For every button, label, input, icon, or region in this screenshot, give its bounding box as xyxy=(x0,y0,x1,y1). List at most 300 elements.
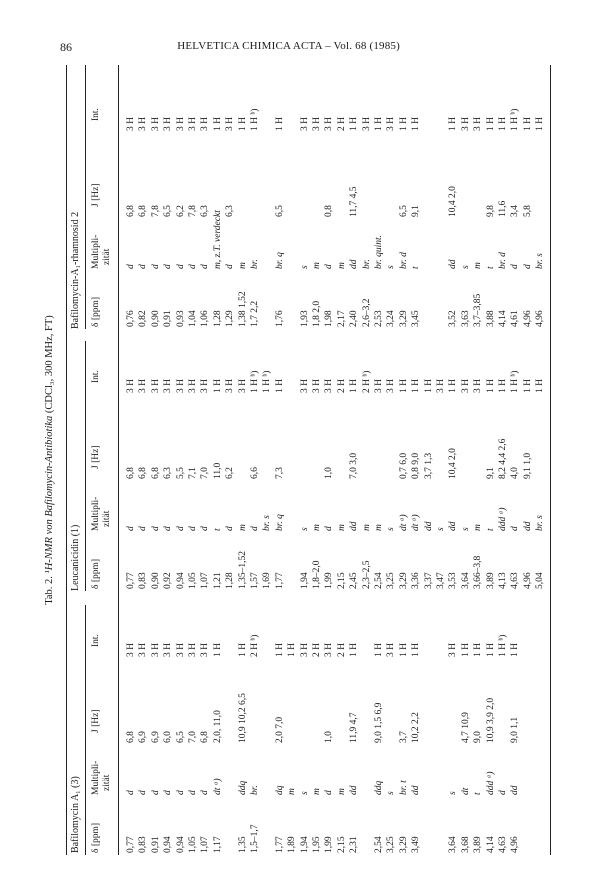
delta-cell: 2,3–2,5 xyxy=(361,560,372,589)
int-cell: 3 H xyxy=(225,379,236,393)
int-cell: 2 H xyxy=(336,379,347,393)
delta-cell: 3,49 xyxy=(411,836,422,853)
col-header-int: Int. xyxy=(91,634,101,647)
int-cell: 3 H xyxy=(237,379,248,393)
multiplicity-cell: m xyxy=(374,524,384,531)
multiplicity-cell: br. s xyxy=(535,515,546,531)
int-cell: 1 H xyxy=(398,117,409,131)
j-cell: 10,2 2,2 xyxy=(411,712,422,743)
delta-cell: 4,61 xyxy=(510,310,521,327)
delta-cell: 3,53 xyxy=(448,572,459,589)
int-cell: 3 H xyxy=(175,379,186,393)
delta-cell: 4,63 xyxy=(498,836,508,853)
table-row xyxy=(461,65,472,855)
j-cell: 1,0 xyxy=(324,731,335,743)
delta-cell: 3,63 xyxy=(460,310,471,327)
j-cell: 11,0 xyxy=(212,462,223,479)
int-cell: 1 H xyxy=(448,379,459,393)
page-number: 86 xyxy=(60,40,72,54)
j-cell: 0,8 xyxy=(324,205,335,217)
multiplicity-cell: d xyxy=(175,264,186,269)
int-cell: 1 H xyxy=(510,643,521,657)
col-header-multiplicity: Multipli- xyxy=(91,760,101,795)
j-cell: 2,0, 11,0 xyxy=(212,710,223,743)
int-cell: 1 H xyxy=(498,117,508,131)
j-cell: 9,1 xyxy=(411,205,422,217)
j-cell: 6,3 xyxy=(163,467,174,479)
j-cell: 6,8 xyxy=(138,205,149,217)
int-cell: 1 H xyxy=(274,117,285,131)
j-cell: 6,2 xyxy=(175,205,186,217)
multiplicity-cell: d xyxy=(510,526,521,531)
delta-cell: 2,53 xyxy=(374,310,384,327)
int-cell: 3 H xyxy=(150,379,161,393)
int-cell: 1 H xyxy=(349,643,360,657)
multiplicity-cell: m xyxy=(287,788,298,795)
table-row xyxy=(200,65,211,855)
j-cell: 11,9 4,7 xyxy=(349,712,360,743)
j-cell: 6,8 xyxy=(126,205,136,217)
j-cell: 9,0 xyxy=(473,731,484,743)
col-header-delta: δ [ppm] xyxy=(91,558,101,589)
multiplicity-cell: m xyxy=(336,788,347,795)
delta-cell: 1,28 xyxy=(225,572,236,589)
multiplicity-cell: dd xyxy=(423,521,434,531)
j-cell: 10,9 10,2 6,5 xyxy=(237,693,248,743)
int-cell: 1 H xyxy=(212,379,223,393)
delta-cell: 1,28 xyxy=(212,310,223,327)
group-rule-b xyxy=(85,341,86,591)
int-cell: 3 H xyxy=(188,117,198,131)
j-cell: 10,4 2,0 xyxy=(448,186,459,217)
multiplicity-cell: s xyxy=(386,791,397,795)
int-cell: 3 H xyxy=(386,117,397,131)
j-cell: 6,2 xyxy=(225,467,236,479)
delta-cell: 3,66–3,8 xyxy=(473,555,484,589)
int-cell: 3 H xyxy=(150,643,161,657)
j-cell: 6,5 xyxy=(163,205,174,217)
delta-cell: 1,77 xyxy=(274,836,285,853)
j-cell: 6,9 xyxy=(138,731,149,743)
int-cell: 1 H xyxy=(398,643,409,657)
j-cell: 2,0 7,0 xyxy=(274,716,285,743)
nmr-table xyxy=(40,65,560,855)
int-cell: 3 H xyxy=(200,643,211,657)
multiplicity-cell: t xyxy=(212,528,223,531)
delta-cell: 1,94 xyxy=(299,572,310,589)
delta-cell: 5,04 xyxy=(535,572,546,589)
int-cell: 3 H xyxy=(150,117,161,131)
delta-cell: 0,94 xyxy=(175,836,186,853)
multiplicity-cell: ddq xyxy=(374,780,384,795)
delta-cell: 1,05 xyxy=(188,572,198,589)
multiplicity-cell: dt ᵃ) xyxy=(398,514,409,531)
j-cell: 4,0 xyxy=(510,467,521,479)
multiplicity-cell: d xyxy=(324,264,335,269)
j-cell: 0,7 6,0 xyxy=(398,452,409,479)
multiplicity-cell: d xyxy=(150,790,161,795)
multiplicity-cell: d xyxy=(188,790,198,795)
col-header-multiplicity: Multipli- xyxy=(91,234,101,269)
delta-cell: 4,96 xyxy=(535,310,546,327)
int-cell: 1 H xyxy=(237,117,248,131)
int-cell: 2 H xyxy=(312,643,322,657)
j-cell: 9,0 1,5 6,9 xyxy=(374,702,384,743)
group-rule-c xyxy=(85,65,86,329)
int-cell: 1 H xyxy=(522,379,533,393)
multiplicity-cell: m xyxy=(473,262,484,269)
multiplicity-cell: br. q xyxy=(274,514,285,531)
delta-cell: 0,94 xyxy=(175,572,186,589)
delta-cell: 1,8 2,0 xyxy=(312,300,322,327)
delta-cell: 0,83 xyxy=(138,572,149,589)
multiplicity-cell: br. q xyxy=(274,252,285,269)
col-header-j: J [Hz] xyxy=(91,183,101,207)
j-cell: 6,5 xyxy=(274,205,285,217)
delta-cell: 3,47 xyxy=(436,572,446,589)
int-cell: 1 H xyxy=(274,379,285,393)
int-cell: 1 H xyxy=(374,117,384,131)
table-row xyxy=(337,65,348,855)
delta-cell: 4,14 xyxy=(485,836,496,853)
multiplicity-cell: ddd ᵃ) xyxy=(498,507,508,531)
multiplicity-cell: d xyxy=(200,790,211,795)
multiplicity-cell: d xyxy=(225,526,236,531)
multiplicity-cell: br. t xyxy=(398,780,409,795)
delta-cell: 2,54 xyxy=(374,836,384,853)
delta-cell: 3,64 xyxy=(448,836,459,853)
delta-cell: 2,31 xyxy=(349,836,360,853)
multiplicity-cell: dd xyxy=(522,521,533,531)
int-cell: 1 H xyxy=(349,117,360,131)
multiplicity-cell: d xyxy=(188,526,198,531)
col-header-j: J [Hz] xyxy=(91,709,101,733)
int-cell: 3 H xyxy=(188,379,198,393)
group-rule-a xyxy=(85,605,86,855)
int-cell: 3 H xyxy=(200,117,211,131)
table-row xyxy=(151,65,162,855)
multiplicity-cell: dd xyxy=(448,259,459,269)
int-cell: 2 H ᵇ) xyxy=(250,634,260,657)
int-cell: 1 H xyxy=(212,117,223,131)
delta-cell: 3,37 xyxy=(423,572,434,589)
multiplicity-cell: d xyxy=(163,264,174,269)
caption-subject: Bafilomycin-Antibiotika xyxy=(44,415,55,517)
multiplicity-cell: s xyxy=(299,791,310,795)
delta-cell: 1,35 xyxy=(237,836,248,853)
top-rule xyxy=(66,65,67,855)
j-cell: 5,8 xyxy=(522,205,533,217)
int-cell: 1 H xyxy=(423,379,434,393)
delta-cell: 1,99 xyxy=(324,572,335,589)
col-header-multiplicity-2: zität xyxy=(102,248,112,265)
multiplicity-cell: d xyxy=(522,264,533,269)
delta-cell: 0,77 xyxy=(126,836,136,853)
j-cell: 7,8 xyxy=(188,205,198,217)
int-cell: 1 H xyxy=(522,117,533,131)
int-cell: 3 H xyxy=(361,117,372,131)
int-cell: 1 H xyxy=(485,117,496,131)
delta-cell: 1,57 xyxy=(250,572,260,589)
multiplicity-cell: dt xyxy=(460,787,471,795)
delta-cell: 0,90 xyxy=(150,572,161,589)
int-cell: 1 H xyxy=(411,379,422,393)
j-cell: 6,8 xyxy=(126,731,136,743)
table-caption xyxy=(44,65,55,855)
delta-cell: 1,98 xyxy=(324,310,335,327)
int-cell: 3 H xyxy=(126,379,136,393)
multiplicity-cell: br. d xyxy=(498,252,508,269)
int-cell: 1 H ᵇ) xyxy=(250,108,260,131)
multiplicity-cell: d xyxy=(510,264,521,269)
int-cell: 3 H xyxy=(163,379,174,393)
table-row xyxy=(362,65,373,855)
multiplicity-cell: br. xyxy=(250,259,260,269)
j-cell: 7,3 xyxy=(274,467,285,479)
table-row xyxy=(523,65,534,855)
multiplicity-cell: d xyxy=(200,526,211,531)
journal-running-head: HELVETICA CHIMICA ACTA – Vol. 68 (1985) xyxy=(177,40,400,52)
delta-cell: 0,94 xyxy=(163,836,174,853)
col-header-int: Int. xyxy=(91,108,101,121)
table-row xyxy=(138,65,149,855)
int-cell: 3 H xyxy=(473,117,484,131)
multiplicity-cell: d xyxy=(150,264,161,269)
j-cell: 7,1 xyxy=(188,467,198,479)
multiplicity-cell: ddq xyxy=(237,780,248,795)
multiplicity-cell: dd xyxy=(510,785,521,795)
delta-cell: 1,5–1,7 xyxy=(250,824,260,853)
j-cell: 3,4 xyxy=(510,205,521,217)
delta-cell: 1,99 xyxy=(324,836,335,853)
table-row xyxy=(188,65,199,855)
int-cell: 1 H xyxy=(237,643,248,657)
j-cell: 6,8 xyxy=(126,467,136,479)
table-row xyxy=(312,65,323,855)
multiplicity-cell: dd xyxy=(349,521,360,531)
int-cell: 1 H xyxy=(212,643,223,657)
multiplicity-cell: d xyxy=(138,526,149,531)
multiplicity-cell: d xyxy=(324,526,335,531)
int-cell: 3 H xyxy=(436,379,446,393)
delta-cell: 1,77 xyxy=(274,572,285,589)
int-cell: 1 H xyxy=(349,379,360,393)
table-row xyxy=(324,65,335,855)
int-cell: 3 H xyxy=(460,379,471,393)
int-cell: 1 H xyxy=(535,117,546,131)
delta-cell: 1,38 1,52 xyxy=(237,291,248,327)
multiplicity-cell: s xyxy=(299,265,310,269)
table-row xyxy=(349,65,360,855)
j-cell: 6,3 xyxy=(200,205,211,217)
delta-cell: 1,07 xyxy=(200,572,211,589)
int-cell: 1 H xyxy=(448,117,459,131)
int-cell: 3 H xyxy=(138,117,149,131)
multiplicity-cell: s xyxy=(386,527,397,531)
multiplicity-cell: d xyxy=(200,264,211,269)
multiplicity-cell: d xyxy=(126,790,136,795)
multiplicity-cell: m xyxy=(312,262,322,269)
int-cell: 3 H xyxy=(312,379,322,393)
multiplicity-cell: br. quint. xyxy=(374,234,384,269)
multiplicity-cell: m xyxy=(361,524,372,531)
int-cell: 1 H xyxy=(411,643,422,657)
int-cell: 1 H ᵇ) xyxy=(510,108,521,131)
delta-cell: 3,89 xyxy=(473,836,484,853)
delta-cell: 3,45 xyxy=(411,310,422,327)
multiplicity-cell: dt ᵃ) xyxy=(411,514,422,531)
int-cell: 3 H xyxy=(386,643,397,657)
multiplicity-cell: dd xyxy=(411,785,422,795)
delta-cell: 3,7–3,85 xyxy=(473,293,484,327)
delta-cell: 1,7 2,2 xyxy=(250,300,260,327)
table-row xyxy=(436,65,447,855)
delta-cell: 1,93 xyxy=(299,310,310,327)
table-row xyxy=(213,65,224,855)
delta-cell: 2,45 xyxy=(349,572,360,589)
multiplicity-cell: d xyxy=(225,264,236,269)
int-cell: 3 H xyxy=(324,379,335,393)
multiplicity-cell: dt ᵃ) xyxy=(212,778,223,795)
multiplicity-cell: d xyxy=(324,790,335,795)
int-cell: 3 H xyxy=(299,379,310,393)
multiplicity-cell: m xyxy=(473,524,484,531)
delta-cell: 0,90 xyxy=(150,310,161,327)
int-cell: 3 H xyxy=(448,643,459,657)
caption-nmr: ¹H-NMR xyxy=(44,537,55,574)
table-row xyxy=(399,65,410,855)
bottom-rule xyxy=(550,65,551,855)
multiplicity-cell: d xyxy=(188,264,198,269)
delta-cell: 1,05 xyxy=(188,836,198,853)
delta-cell: 4,63 xyxy=(510,572,521,589)
delta-cell: 2,15 xyxy=(336,572,347,589)
table-row xyxy=(374,65,385,855)
delta-cell: 0,92 xyxy=(163,572,174,589)
delta-cell: 0,82 xyxy=(138,310,149,327)
delta-cell: 0,93 xyxy=(175,310,186,327)
int-cell: 3 H xyxy=(188,643,198,657)
delta-cell: 0,77 xyxy=(126,572,136,589)
j-cell: 6,8 xyxy=(138,467,149,479)
col-header-multiplicity-2: zität xyxy=(102,510,112,527)
int-cell: 1 H xyxy=(498,379,508,393)
int-cell: 1 H xyxy=(473,643,484,657)
multiplicity-cell: m xyxy=(312,524,322,531)
int-cell: 3 H xyxy=(460,117,471,131)
j-cell: 10,4 2,0 xyxy=(448,448,459,479)
delta-cell: 4,96 xyxy=(510,836,521,853)
int-cell: 3 H xyxy=(126,643,136,657)
j-cell: 7,8 xyxy=(150,205,161,217)
delta-cell: 1,8–2,0 xyxy=(312,560,322,589)
multiplicity-cell: s xyxy=(448,791,459,795)
delta-cell: 3,68 xyxy=(460,836,471,853)
j-cell: 9,1 xyxy=(485,467,496,479)
delta-cell: 1,35–1,52 xyxy=(237,551,248,589)
multiplicity-cell: d xyxy=(163,526,174,531)
delta-cell: 0,76 xyxy=(126,310,136,327)
table-row xyxy=(411,65,422,855)
delta-cell: 1,76 xyxy=(274,310,285,327)
int-cell: 3 H xyxy=(225,117,236,131)
multiplicity-cell: m xyxy=(237,262,248,269)
multiplicity-cell: dd xyxy=(349,259,360,269)
delta-cell: 3,36 xyxy=(411,572,422,589)
col-header-delta: δ [ppm] xyxy=(91,296,101,327)
int-cell: 3 H xyxy=(175,117,186,131)
delta-cell: 3,24 xyxy=(386,310,397,327)
j-cell: 6,9 xyxy=(150,731,161,743)
multiplicity-cell: dd xyxy=(448,521,459,531)
j-cell: 6,8 xyxy=(200,731,211,743)
multiplicity-cell: d xyxy=(175,526,186,531)
delta-cell: 4,96 xyxy=(522,310,533,327)
int-cell: 1 H ᵇ) xyxy=(250,370,260,393)
delta-cell: 1,69 xyxy=(262,572,273,589)
table-row xyxy=(424,65,435,855)
delta-cell: 3,25 xyxy=(386,572,397,589)
delta-cell: 4,96 xyxy=(522,572,533,589)
table-row xyxy=(275,65,286,855)
table-row xyxy=(250,65,261,855)
int-cell: 3 H xyxy=(374,379,384,393)
int-cell: 1 H ᵇ) xyxy=(498,634,508,657)
delta-cell: 1,06 xyxy=(200,310,211,327)
int-cell: 2 H ᵇ) xyxy=(361,370,372,393)
multiplicity-cell: br. xyxy=(361,259,372,269)
multiplicity-cell: s xyxy=(460,527,471,531)
col-header-multiplicity-2: zität xyxy=(102,774,112,791)
table-row xyxy=(535,65,546,855)
delta-cell: 1,04 xyxy=(188,310,198,327)
delta-cell: 3,64 xyxy=(460,572,471,589)
multiplicity-cell: t xyxy=(485,266,496,269)
j-cell: 5,5 xyxy=(175,467,186,479)
int-cell: 3 H xyxy=(386,379,397,393)
int-cell: 1 H ᵇ) xyxy=(510,370,521,393)
caption-conditions: (CDCl₃, 300 MHz, FT) xyxy=(44,315,55,414)
multiplicity-cell: d xyxy=(175,790,186,795)
delta-cell: 2,17 xyxy=(336,310,347,327)
multiplicity-cell: d xyxy=(250,526,260,531)
int-cell: 1 H xyxy=(274,643,285,657)
int-cell: 3 H xyxy=(299,643,310,657)
multiplicity-cell: m xyxy=(336,524,347,531)
table-row xyxy=(163,65,174,855)
multiplicity-cell: t xyxy=(485,528,496,531)
j-cell: 3,7 xyxy=(398,731,409,743)
j-cell: 8,2 4,4 2,6 xyxy=(498,438,508,479)
j-cell: 11,7 4,5 xyxy=(349,186,360,217)
delta-cell: 0,83 xyxy=(138,836,149,853)
multiplicity-cell: s xyxy=(460,265,471,269)
multiplicity-cell: d xyxy=(126,264,136,269)
int-cell: 1 H xyxy=(287,643,298,657)
table-row xyxy=(287,65,298,855)
table-row xyxy=(126,65,137,855)
table-row xyxy=(300,65,311,855)
j-cell: 6,5 xyxy=(398,205,409,217)
int-cell: 3 H xyxy=(324,643,335,657)
caption-prefix: Tab. 2. xyxy=(44,576,55,605)
table-row xyxy=(262,65,273,855)
int-cell: 1 H xyxy=(460,643,471,657)
j-cell: 6,6 xyxy=(250,467,260,479)
table-row xyxy=(238,65,249,855)
j-cell: 10,9 3,9 2,0 xyxy=(485,697,496,743)
table-row xyxy=(448,65,459,855)
